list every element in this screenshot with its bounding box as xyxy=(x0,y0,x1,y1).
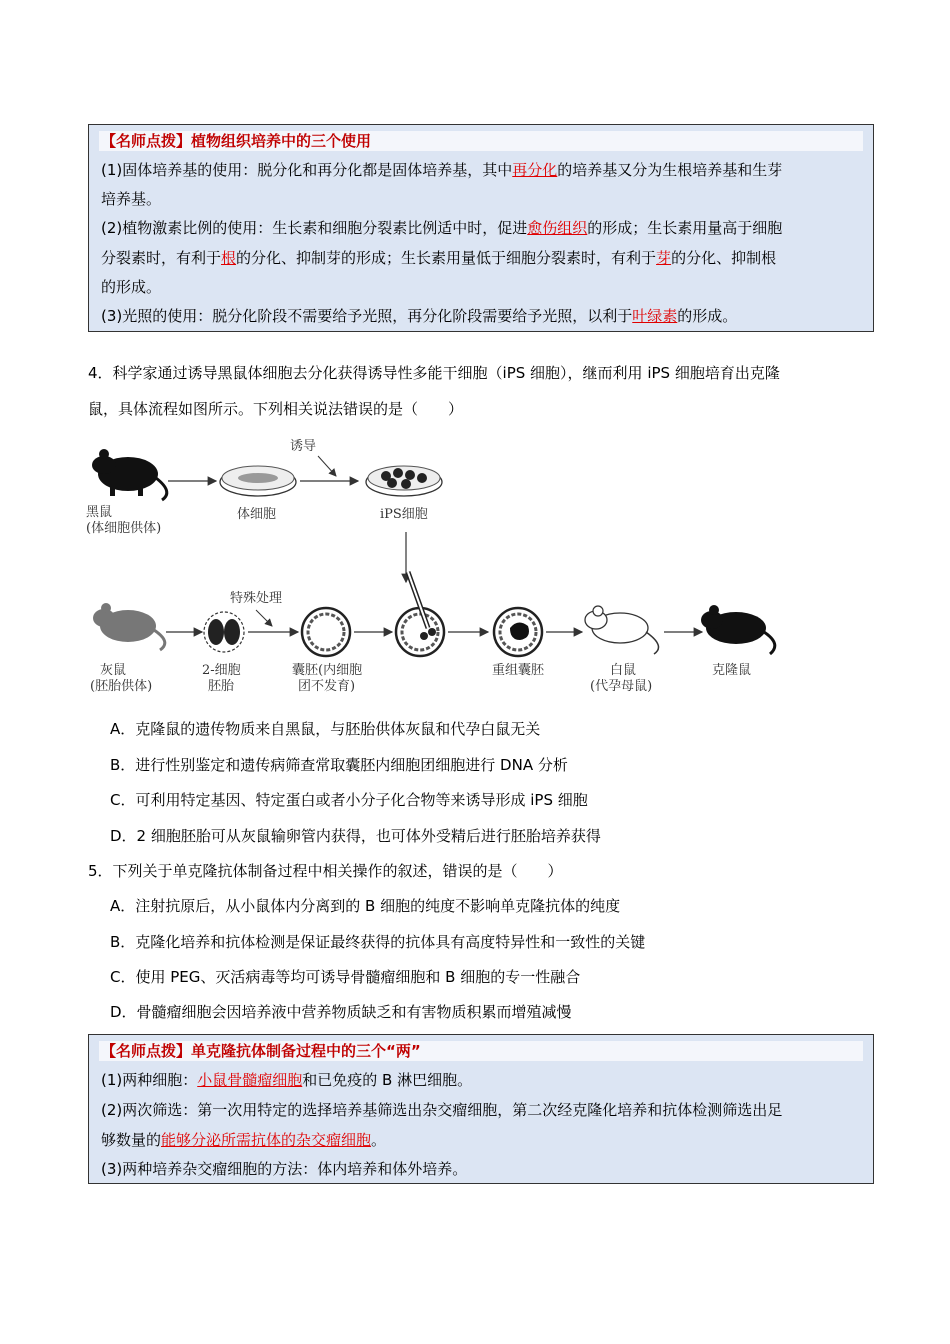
label-blastocyst-a: 囊胚(内细胞 xyxy=(292,663,363,678)
label-white-mouse: 白鼠 xyxy=(610,663,637,678)
highlight-term: 再分化 xyxy=(512,161,558,179)
question-4-option-d[interactable]: D．2 细胞胚胎可从灰鼠输卵管内获得，也可体外受精后进行胚胎培养获得 xyxy=(110,827,601,845)
tip-line: 分裂素时，有利于根的分化、抑制芽的形成；生长素用量低于细胞分裂素时，有利于芽的分化、抑制根 xyxy=(101,249,777,267)
question-5-option-a[interactable]: A．注射抗原后，从小鼠体内分离到的 B 细胞的纯度不影响单克隆抗体的纯度 xyxy=(110,897,621,915)
highlight-term: 愈伤组织 xyxy=(527,219,588,237)
clone-mouse-icon xyxy=(701,605,775,654)
highlight-term: 叶绿素 xyxy=(632,307,678,325)
dish-ips-cells-icon xyxy=(366,466,442,496)
tip-line: 够数量的能够分泌所需抗体的杂交瘤细胞。 xyxy=(101,1131,387,1149)
injection-blastocyst-icon xyxy=(396,572,444,656)
highlight-term: 能够分泌所需抗体的杂交瘤细胞 xyxy=(161,1131,372,1149)
tip-title: 【名师点拨】植物组织培养中的三个使用 xyxy=(99,131,863,151)
label-black-mouse-sub: (体细胞供体) xyxy=(86,521,162,536)
recombined-blastocyst-icon xyxy=(494,608,542,656)
label-induce: 诱导 xyxy=(290,439,317,454)
highlight-term: 小鼠骨髓瘤细胞 xyxy=(197,1071,303,1089)
tip-box-monoclonal xyxy=(88,1034,874,1184)
label-grey-mouse-sub: (胚胎供体) xyxy=(90,679,153,694)
label-white-mouse-sub: (代孕母鼠) xyxy=(590,679,653,694)
label-recombined: 重组囊胚 xyxy=(492,663,545,678)
label-two-cell-a: 2-细胞 xyxy=(202,663,241,678)
tip-line: 的形成。 xyxy=(101,278,162,296)
question-4-stem: 4．科学家通过诱导黑鼠体细胞去分化获得诱导性多能干细胞（iPS 细胞），继而利用 iPS 细胞培育出克隆 xyxy=(88,364,780,382)
ips-clone-diagram xyxy=(86,432,786,702)
tip-line: (3)光照的使用：脱分化阶段不需要给予光照，再分化阶段需要给予光照，以利于叶绿素的形成。 xyxy=(101,307,738,325)
tip-line: (2)植物激素比例的使用：生长素和细胞分裂素比例适中时，促进愈伤组织的形成；生长素用量高于细胞 xyxy=(101,219,783,237)
blastocyst-icon xyxy=(302,608,350,656)
question-4-option-a[interactable]: A．克隆鼠的遗传物质来自黑鼠，与胚胎供体灰鼠和代孕白鼠无关 xyxy=(110,720,541,738)
tip-line: (3)两种培养杂交瘤细胞的方法：体内培养和体外培养。 xyxy=(101,1160,468,1178)
grey-mouse-icon xyxy=(93,603,165,650)
label-ips-cell: iPS细胞 xyxy=(380,507,428,522)
question-5-option-b[interactable]: B．克隆化培养和抗体检测是保证最终获得的抗体具有高度特异性和一致性的关键 xyxy=(110,933,646,951)
label-body-cell: 体细胞 xyxy=(237,507,277,522)
label-grey-mouse: 灰鼠 xyxy=(100,663,127,678)
highlight-term: 根 xyxy=(221,249,237,267)
tip-line: (2)两次筛选：第一次用特定的选择培养基筛选出杂交瘤细胞，第二次经克隆化培养和抗体检测筛选出足 xyxy=(101,1101,783,1119)
tip-line: (1)两种细胞：小鼠骨髓瘤细胞和已免疫的 B 淋巴细胞。 xyxy=(101,1071,473,1089)
label-black-mouse: 黑鼠 xyxy=(86,505,113,520)
question-4-option-b[interactable]: B．进行性别鉴定和遗传病筛查常取囊胚内细胞团细胞进行 DNA 分析 xyxy=(110,756,568,774)
question-5-stem: 5．下列关于单克隆抗体制备过程中相关操作的叙述，错误的是（ ） xyxy=(88,862,563,880)
question-4-option-c[interactable]: C．可利用特定基因、特定蛋白或者小分子化合物等来诱导形成 iPS 细胞 xyxy=(110,791,588,809)
question-5-option-d[interactable]: D．骨髓瘤细胞会因培养液中营养物质缺乏和有害物质积累而增殖减慢 xyxy=(110,1003,572,1021)
label-two-cell-b: 胚胎 xyxy=(208,679,235,694)
tip-line: 培养基。 xyxy=(101,190,162,208)
dish-body-cells-icon xyxy=(220,466,296,496)
tip-line: (1)固体培养基的使用：脱分化和再分化都是固体培养基，其中再分化的培养基又分为生根培养基和生芽 xyxy=(101,161,783,179)
white-mouse-icon xyxy=(585,606,659,654)
label-clone-mouse: 克隆鼠 xyxy=(712,663,752,678)
black-mouse-icon xyxy=(92,449,167,500)
tip-title: 【名师点拨】单克隆抗体制备过程中的三个“两” xyxy=(99,1041,863,1061)
question-5-option-c[interactable]: C．使用 PEG、灭活病毒等均可诱导骨髓瘤细胞和 B 细胞的专一性融合 xyxy=(110,968,581,986)
question-4-stem-cont: 鼠，具体流程如图所示。下列相关说法错误的是（ ） xyxy=(88,400,464,418)
two-cell-embryo-icon xyxy=(204,612,244,652)
tip-box-plant-tissue xyxy=(88,124,874,332)
highlight-term: 芽 xyxy=(656,249,672,267)
label-special-treatment: 特殊处理 xyxy=(230,591,283,606)
label-blastocyst-b: 团不发育) xyxy=(298,679,356,694)
